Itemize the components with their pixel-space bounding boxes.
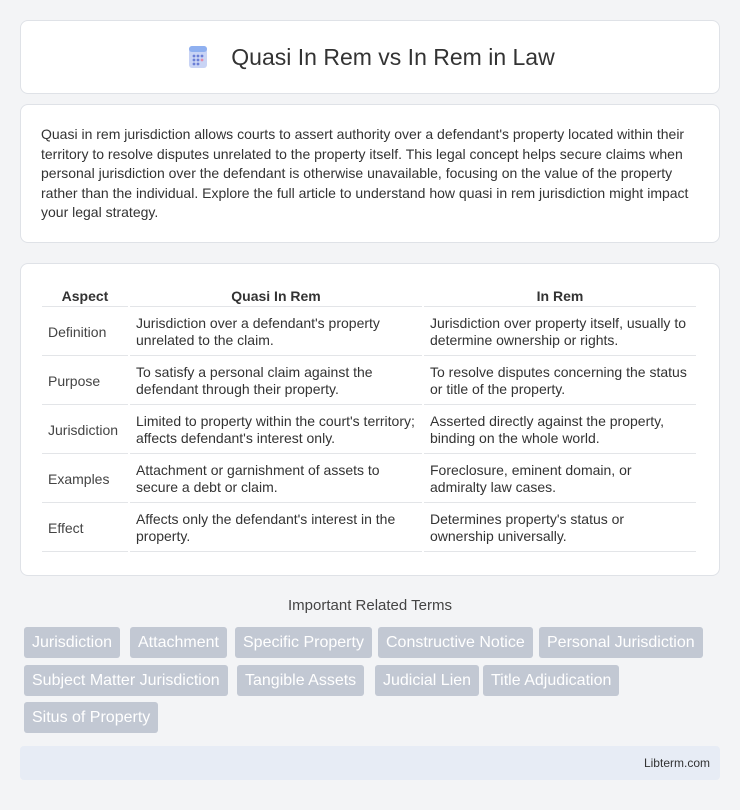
tag-situs-of-property[interactable]: Situs of Property <box>24 702 158 733</box>
page-title: Quasi In Rem vs In Rem in Law <box>231 43 555 70</box>
comparison-table <box>40 282 698 554</box>
tag-personal-jurisdiction[interactable]: Personal Jurisdiction <box>539 627 703 658</box>
table-row <box>42 309 696 356</box>
row-in-rem: Asserted directly against the property, binding on the whole world. <box>424 407 696 454</box>
intro-text: Quasi in rem jurisdiction allows courts to assert authority over a defendant's property located within their territory to resolve disputes unrelated to the property itself. This legal concept helps secure claims when personal jurisdiction over the defendant is otherwise unavailable, focusing on the value of the property rather than the individual. Explore the full article to understand how quasi in rem jurisdiction might impact your legal strategy. <box>41 126 689 221</box>
footer-site-link[interactable]: Libterm.com <box>643 756 710 770</box>
row-in-rem: Foreclosure, eminent domain, or admiralty law cases. <box>424 456 696 503</box>
table-row <box>42 358 696 405</box>
tag-jurisdiction[interactable]: Jurisdiction <box>24 627 120 658</box>
header-quasi-in-rem: Quasi In Rem <box>130 284 422 307</box>
row-aspect: Definition <box>42 309 128 356</box>
row-quasi-in-rem: Attachment or garnishment of assets to secure a debt or claim. <box>130 456 422 503</box>
row-in-rem: Determines property's status or ownership universally. <box>424 505 696 552</box>
intro-card <box>20 104 720 243</box>
table-row <box>42 505 696 552</box>
header-in-rem: In Rem <box>424 284 696 307</box>
tag-attachment[interactable]: Attachment <box>130 627 227 658</box>
row-aspect: Effect <box>42 505 128 552</box>
footer <box>20 746 720 780</box>
table-header-row <box>42 284 696 307</box>
tag-subject-matter-jurisdiction[interactable]: Subject Matter Jurisdiction <box>24 665 228 696</box>
row-quasi-in-rem: To satisfy a personal claim against the defendant through their property. <box>130 358 422 405</box>
title-card <box>20 20 720 94</box>
comparison-card <box>20 263 720 576</box>
table-row <box>42 407 696 454</box>
row-aspect: Jurisdiction <box>42 407 128 454</box>
table-row <box>42 456 696 503</box>
row-quasi-in-rem: Jurisdiction over a defendant's property unrelated to the claim. <box>130 309 422 356</box>
row-in-rem: To resolve disputes concerning the status or title of the property. <box>424 358 696 405</box>
row-aspect: Purpose <box>42 358 128 405</box>
tag-title-adjudication[interactable]: Title Adjudication <box>483 665 619 696</box>
tag-judicial-lien[interactable]: Judicial Lien <box>375 665 479 696</box>
tag-constructive-notice[interactable]: Constructive Notice <box>378 627 533 658</box>
document-icon <box>185 44 211 70</box>
row-in-rem: Jurisdiction over property itself, usually to determine ownership or rights. <box>424 309 696 356</box>
tag-tangible-assets[interactable]: Tangible Assets <box>237 665 364 696</box>
row-quasi-in-rem: Affects only the defendant's interest in the property. <box>130 505 422 552</box>
tag-specific-property[interactable]: Specific Property <box>235 627 372 658</box>
header-aspect: Aspect <box>42 284 128 307</box>
related-terms-title: Important Related Terms <box>288 597 452 614</box>
row-quasi-in-rem: Limited to property within the court's territory; affects defendant's interest only. <box>130 407 422 454</box>
row-aspect: Examples <box>42 456 128 503</box>
